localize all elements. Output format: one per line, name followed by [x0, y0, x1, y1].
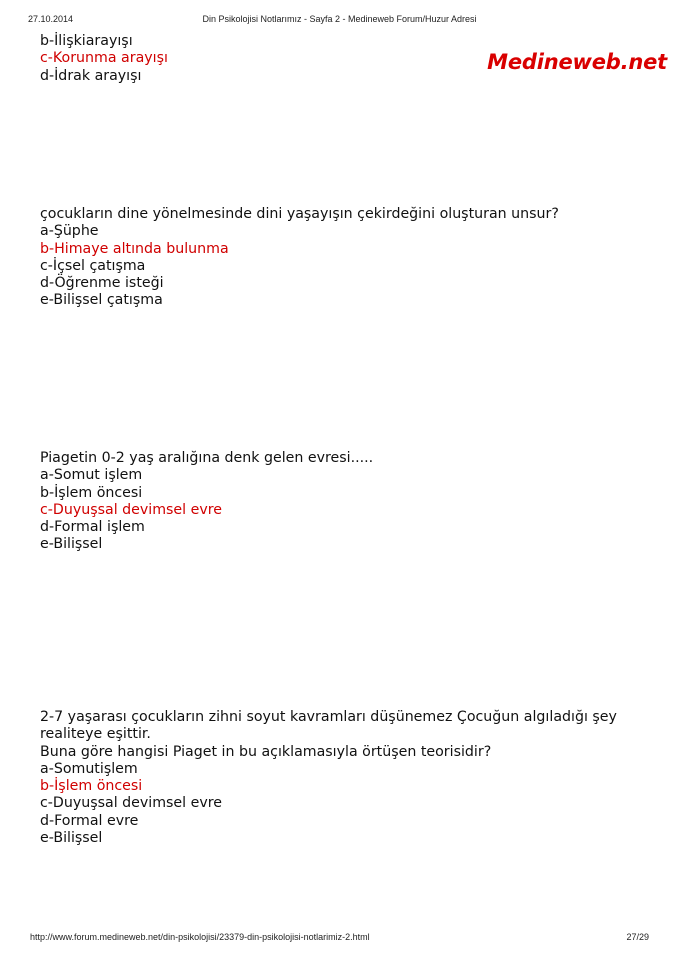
question-block [40, 450, 660, 554]
option-line: e-Bilişsel [40, 536, 103, 553]
page-number: 27/29 [626, 932, 649, 942]
option-line: a-Şüphe [40, 223, 99, 240]
correct-option-line: c-Duyuşsal devimsel evre [40, 501, 222, 518]
correct-option-line: c-Korunma arayışı [40, 50, 168, 67]
option-line: c-Duyuşsal devimsel evre [40, 795, 222, 812]
medineweb-logo[interactable]: Medineweb.net [487, 50, 667, 74]
question-text: realiteye eşittir. [40, 726, 151, 743]
option-line: a-Somutişlem [40, 760, 138, 777]
option-line: d-İdrak arayışı [40, 67, 142, 84]
option-line: c-İçsel çatışma [40, 257, 146, 274]
option-line: d-Formal işlem [40, 519, 145, 536]
option-line: a-Somut işlem [40, 467, 143, 484]
option-line: d-Formal evre [40, 812, 139, 829]
question-text: Piagetin 0-2 yaş aralığına denk gelen evresi..... [40, 450, 374, 466]
option-line: e-Bilişsel çatışma [40, 292, 163, 309]
option-line: b-İşlem öncesi [40, 484, 143, 501]
correct-option-line: b-Himaye altında bulunma [40, 240, 229, 257]
correct-option-line: b-İşlem öncesi [40, 778, 143, 795]
question-text: çocukların dine yönelmesinde dini yaşayışın çekirdeğini oluşturan unsur? [40, 206, 559, 222]
question-text: Buna göre hangisi Piaget in bu açıklamasıyla örtüşen teorisidir? [40, 743, 492, 760]
question-block [40, 709, 660, 847]
option-line: e-Bilişsel [40, 830, 103, 847]
question-block [40, 206, 660, 310]
option-line: d-Öğrenme isteği [40, 275, 164, 292]
print-date: 27.10.2014 [28, 14, 74, 24]
page-title: Din Psikolojisi Notlarımız - Sayfa 2 - Medineweb Forum/Huzur Adresi [202, 14, 477, 24]
question-block-tail [40, 33, 660, 85]
footer-url-link[interactable]: http://www.forum.medineweb.net/din-psikolojisi/23379-din-psikolojisi-notlarimiz-2.html [30, 932, 370, 942]
question-text: 2-7 yaşarası çocukların zihni soyut kavramları düşünemez Çocuğun algıladığı şey [40, 709, 617, 725]
option-line: b-İlişkiarayışı [40, 33, 133, 49]
